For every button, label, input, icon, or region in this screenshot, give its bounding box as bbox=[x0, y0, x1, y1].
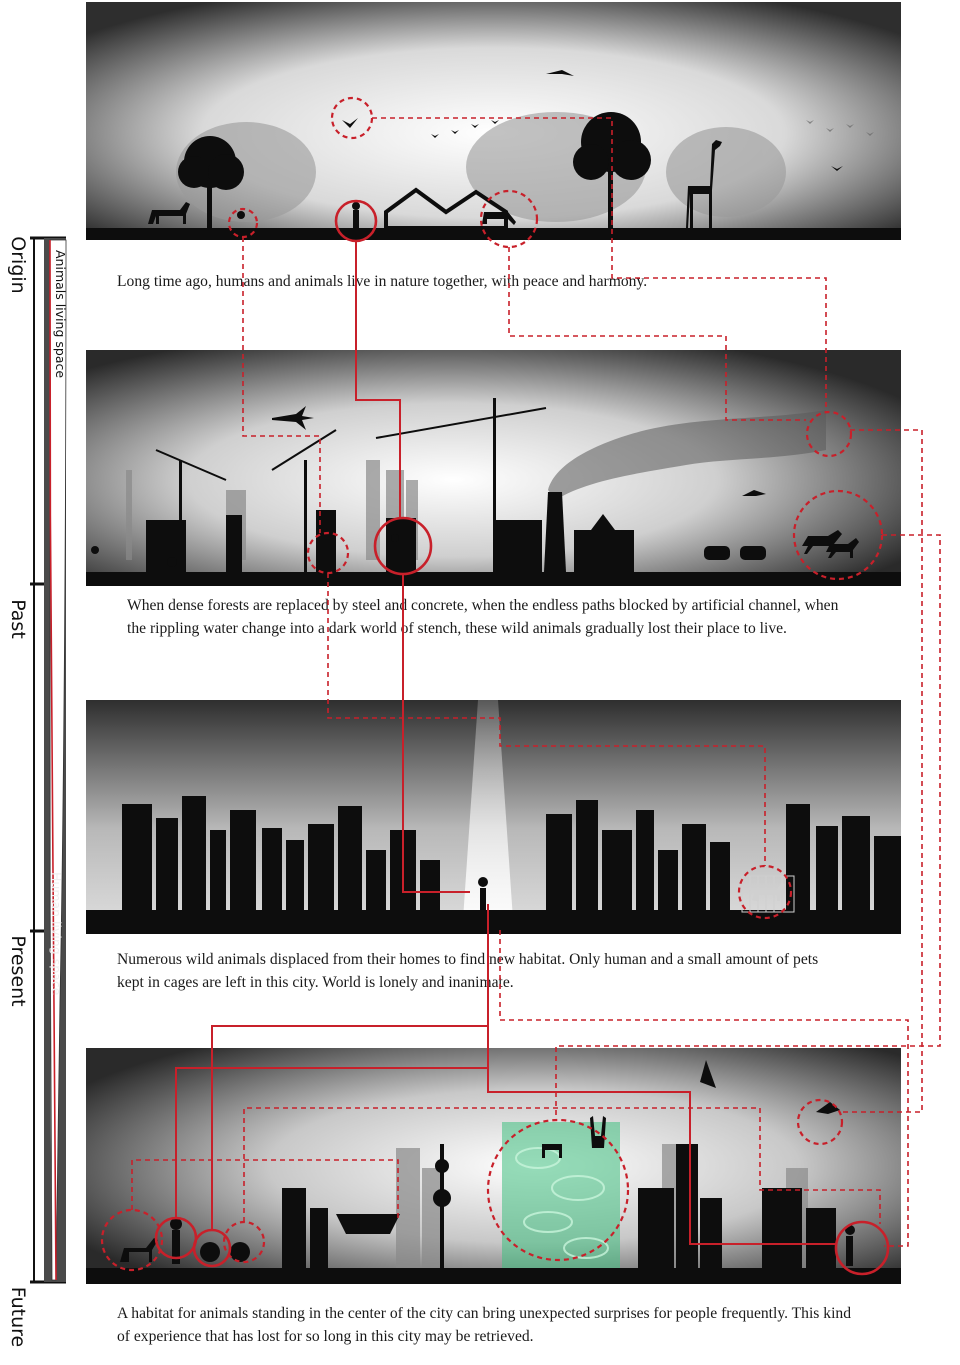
panel-past bbox=[86, 350, 901, 586]
era-label-future: Future bbox=[7, 1286, 29, 1348]
era-label-present: Present bbox=[7, 935, 29, 1007]
animals-space-label: Animals living space bbox=[53, 250, 68, 379]
panel-future bbox=[86, 1048, 901, 1284]
era-label-past: Past bbox=[7, 599, 29, 639]
panel-origin bbox=[86, 2, 901, 240]
human-space-label: Human living space bbox=[49, 872, 64, 996]
timeline-axis bbox=[0, 0, 90, 1357]
caption-present: Numerous wild animals displaced from their homes to find new habitat. Only human and a small amount of pets kept in cages are left in this city. World is lonely and inanimate. bbox=[117, 951, 819, 991]
era-label-origin: Origin bbox=[7, 236, 29, 294]
panel-present bbox=[86, 700, 901, 934]
caption-origin: Long time ago, humans and animals live in nature together, with peace and harmony. bbox=[117, 273, 648, 290]
caption-future: A habitat for animals standing in the center of the city can bring unexpected surprises for people frequently. This kind of experience that has lost for so long in this city may be retrieved. bbox=[117, 1305, 851, 1345]
caption-past: When dense forests are replaced by steel and concrete, when the endless paths blocked by artificial channel, when the rippling water change into a dark world of stench, these wild animals gradually lost their place to live. bbox=[127, 597, 839, 637]
